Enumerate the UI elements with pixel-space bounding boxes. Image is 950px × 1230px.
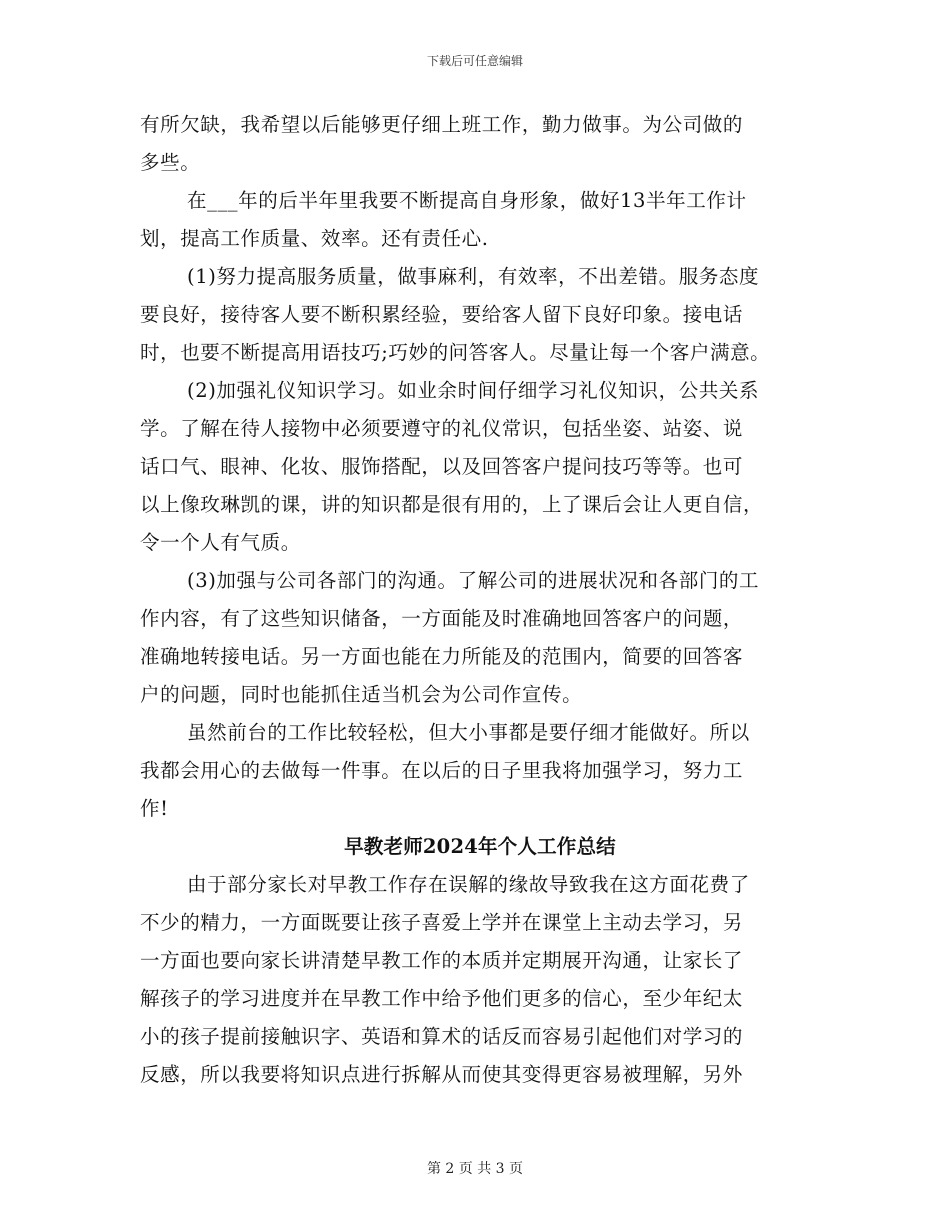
paragraph-line: (3)加强与公司各部门的沟通。了解公司的进展状况和各部门的工 <box>187 569 760 592</box>
paragraph-line: 有所欠缺，我希望以后能够更仔细上班工作，勤力做事。为公司做的 <box>140 113 744 136</box>
paragraph-line: 多些。 <box>140 151 201 174</box>
paragraph-line: 不少的精力，一方面既要让孩子喜爱上学并在课堂上主动去学习，另 <box>140 911 744 934</box>
document-body <box>140 106 820 1094</box>
page-number: 第 2 页 共 3 页 <box>426 1161 524 1177</box>
paragraph-line: 学。了解在待人接物中必须要遵守的礼仪常识，包括坐姿、站姿、说 <box>140 417 744 440</box>
paragraph-line: 时，也要不断提高用语技巧;巧妙的问答客人。尽量让每一个客户满意。 <box>140 341 771 364</box>
paragraph-line: 话口气、眼神、化妆、服饰搭配，以及回答客户提问技巧等等。也可 <box>140 455 744 478</box>
paragraph-line: (2)加强礼仪知识学习。如业余时间仔细学习礼仪知识，公共关系 <box>187 379 760 402</box>
paragraph-line: 虽然前台的工作比较轻松，但大小事都是要仔细才能做好。所以 <box>187 721 750 744</box>
section-title: 早教老师2024年个人工作总结 <box>344 835 616 858</box>
paragraph-line: 划，提高工作质量、效率。还有责任心. <box>140 227 489 250</box>
page-header-note: 下载后可任意编辑 <box>426 54 523 68</box>
paragraph-line: 小的孩子提前接触识字、英语和算术的话反而容易引起他们对学习的 <box>140 1025 744 1048</box>
paragraph-line: 要良好，接待客人要不断积累经验，要给客人留下良好印象。接电话 <box>140 303 744 326</box>
paragraph-line: 作! <box>140 797 169 820</box>
paragraph-line: 由于部分家长对早教工作存在误解的缘故导致我在这方面花费了 <box>187 873 750 896</box>
paragraph-line: 反感，所以我要将知识点进行拆解从而使其变得更容易被理解，另外 <box>140 1063 744 1086</box>
paragraph-line: 一方面也要向家长讲清楚早教工作的本质并定期展开沟通，让家长了 <box>140 949 744 972</box>
paragraph-line: 解孩子的学习进度并在早教工作中给予他们更多的信心，至少年纪太 <box>140 987 744 1010</box>
paragraph-line: 作内容，有了这些知识储备，一方面能及时准确地回答客户的问题， <box>140 607 744 630</box>
paragraph-line: 以上像玫琳凯的课，讲的知识都是很有用的，上了课后会让人更自信， <box>140 493 764 516</box>
paragraph-line: 我都会用心的去做每一件事。在以后的日子里我将加强学习，努力工 <box>140 759 744 782</box>
paragraph-line: 令一个人有气质。 <box>140 531 301 554</box>
paragraph-line: (1)努力提高服务质量，做事麻利，有效率，不出差错。服务态度 <box>187 265 760 288</box>
paragraph-line: 户的问题，同时也能抓住适当机会为公司作宣传。 <box>140 683 583 706</box>
paragraph-line: 准确地转接电话。另一方面也能在力所能及的范围内，简要的回答客 <box>140 645 744 668</box>
paragraph-line: 在___年的后半年里我要不断提高自身形象，做好13半年工作计 <box>187 189 747 212</box>
